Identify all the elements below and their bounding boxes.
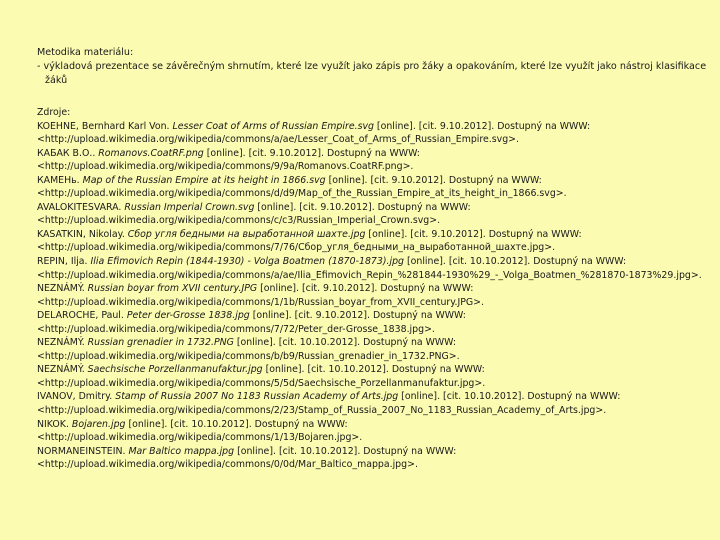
sources-block	[37, 106, 709, 472]
source-entry	[37, 418, 709, 445]
source-title: Ilia Efimovich Repin (1844-1930) - Volga Boatmen (1870-1873).jpg	[90, 256, 405, 268]
source-title: Saechsische Porzellanmanufaktur.jpg	[87, 364, 263, 376]
source-url: <http://upload.wikimedia.org/wikipedia/commons/5/5d/Saechsische_Porzellanmanufaktur.jpg>.	[37, 377, 486, 389]
source-citation: [online]. [cit. 9.10.2012]. Dostupný na WWW:	[365, 228, 582, 240]
source-citation: [online]. [cit. 9.10.2012]. Dostupný na WWW:	[203, 147, 420, 159]
source-url: <http://upload.wikimedia.org/wikipedia/commons/c/c3/Russian_Imperial_Crown.svg>.	[37, 215, 441, 227]
source-citation: [online]. [cit. 10.10.2012]. Dostupný na WWW:	[233, 337, 457, 349]
source-author: NIKOK.	[37, 418, 69, 430]
source-entry	[37, 445, 709, 472]
source-entry	[37, 228, 709, 255]
source-url: <http://upload.wikimedia.org/wikipedia/commons/1/1b/Russian_boyar_from_XVII_century.JPG>.	[37, 296, 484, 308]
source-entry	[37, 120, 709, 147]
source-citation: [online]. [cit. 9.10.2012]. Dostupný na WWW:	[249, 310, 466, 322]
source-title: Lesser Coat of Arms of Russian Empire.svg	[172, 120, 374, 132]
source-title: Russian Imperial Crown.svg	[124, 201, 255, 213]
source-citation: [online]. [cit. 9.10.2012]. Dostupný na WWW:	[373, 120, 591, 132]
methodics-bullet: - výkladová prezentace se závěrečným shrnutím, které lze využít jako zápis pro žáky a opakováním, které lze využít jako nástroj klasifikace žáků	[37, 61, 707, 86]
source-citation: [online]. [cit. 10.10.2012]. Dostupný na WWW:	[398, 391, 621, 403]
source-title: Russian boyar from XVII century.JPG	[87, 283, 258, 295]
source-entry	[37, 336, 709, 363]
source-title: Peter der-Grosse 1838.jpg	[126, 310, 250, 322]
sources-heading: Zdroje:	[37, 107, 71, 118]
source-entry	[37, 255, 709, 282]
source-citation: [online]. [cit. 10.10.2012]. Dostupný na WWW:	[125, 418, 348, 430]
source-author: NORMANEINSTEIN.	[37, 445, 126, 457]
source-author: NEZNÁMÝ.	[37, 364, 85, 376]
source-entry	[37, 174, 709, 201]
source-url: <http://upload.wikimedia.org/wikipedia/commons/2/23/Stamp_of_Russia_2007_No_1183_Russian_Academy_of_Arts.jpg>.	[37, 405, 607, 417]
source-author: NEZNÁMÝ.	[37, 283, 85, 295]
source-citation: [online]. [cit. 9.10.2012]. Dostupný na WWW:	[325, 174, 542, 186]
source-author: AVALOKITESVARA.	[37, 201, 122, 213]
source-url: <http://upload.wikimedia.org/wikipedia/commons/9/9a/Romanovs.CoatRF.png>.	[37, 161, 414, 173]
source-url: <http://upload.wikimedia.org/wikipedia/commons/d/d9/Map_of_the_Russian_Empire_at_its_height_in_1866.svg>.	[37, 188, 567, 200]
source-citation: [online]. [cit. 10.10.2012]. Dostupný na WWW:	[262, 364, 485, 376]
source-title: Romanovs.CoatRF.png	[98, 147, 204, 159]
source-author: IVANOV, Dmitry.	[37, 391, 113, 403]
source-entry	[37, 282, 709, 309]
source-url: <http://upload.wikimedia.org/wikipedia/commons/7/76/Сбор_угля_бедными_на_выработанной_шахте.jpg>.	[37, 242, 556, 254]
source-entry	[37, 390, 709, 417]
source-entry	[37, 147, 709, 174]
source-citation: [online]. [cit. 10.10.2012]. Dostupný na WWW:	[404, 256, 627, 268]
source-url: <http://upload.wikimedia.org/wikipedia/commons/7/72/Peter_der-Grosse_1838.jpg>.	[37, 323, 435, 335]
methodics-heading: Metodika materiálu:	[37, 47, 134, 58]
source-author: DELAROCHE, Paul.	[37, 310, 124, 322]
source-title: Russian grenadier in 1732.PNG	[87, 337, 234, 349]
source-author: KOEHNE, Bernhard Karl Von.	[37, 120, 170, 132]
source-url: <http://upload.wikimedia.org/wikipedia/commons/a/ae/Ilia_Efimovich_Repin_%281844-1930%29_-_Volga_Boatmen_%281870-1873%29.jpg>.	[37, 269, 702, 281]
source-entry	[37, 309, 709, 336]
source-citation: [online]. [cit. 9.10.2012]. Dostupný na WWW:	[254, 201, 471, 213]
source-title: Mar Baltico mappa.jpg	[128, 445, 235, 457]
source-list	[37, 120, 709, 472]
source-title: Bojaren.jpg	[71, 418, 126, 430]
source-entry	[37, 201, 709, 228]
source-citation: [online]. [cit. 10.10.2012]. Dostupný na WWW:	[234, 445, 457, 457]
source-citation: [online]. [cit. 9.10.2012]. Dostupný na WWW:	[257, 283, 474, 295]
source-title: Stamp of Russia 2007 No 1183 Russian Academy of Arts.jpg	[115, 391, 399, 403]
source-author: КАМЕНь.	[37, 174, 80, 186]
methodics-block	[37, 46, 707, 88]
source-author: NEZNÁMÝ.	[37, 337, 85, 349]
source-author: KASATKIN, Nikolay.	[37, 228, 125, 240]
source-entry	[37, 363, 709, 390]
source-author: REPIN, Ilja.	[37, 256, 88, 268]
source-title: Map of the Russian Empire at its height in 1866.svg	[82, 174, 326, 186]
source-author: КАБАК В.О..	[37, 147, 96, 159]
source-url: <http://upload.wikimedia.org/wikipedia/commons/b/b9/Russian_grenadier_in_1732.PNG>.	[37, 350, 460, 362]
source-title: Сбор угля бедными на выработанной шахте.jpg	[127, 228, 366, 240]
source-url: <http://upload.wikimedia.org/wikipedia/commons/0/0d/Mar_Baltico_mappa.jpg>.	[37, 459, 418, 471]
source-url: <http://upload.wikimedia.org/wikipedia/commons/1/13/Bojaren.jpg>.	[37, 432, 363, 444]
source-url: <http://upload.wikimedia.org/wikipedia/commons/a/ae/Lesser_Coat_of_Arms_of_Russian_Empire.svg>.	[37, 134, 519, 146]
